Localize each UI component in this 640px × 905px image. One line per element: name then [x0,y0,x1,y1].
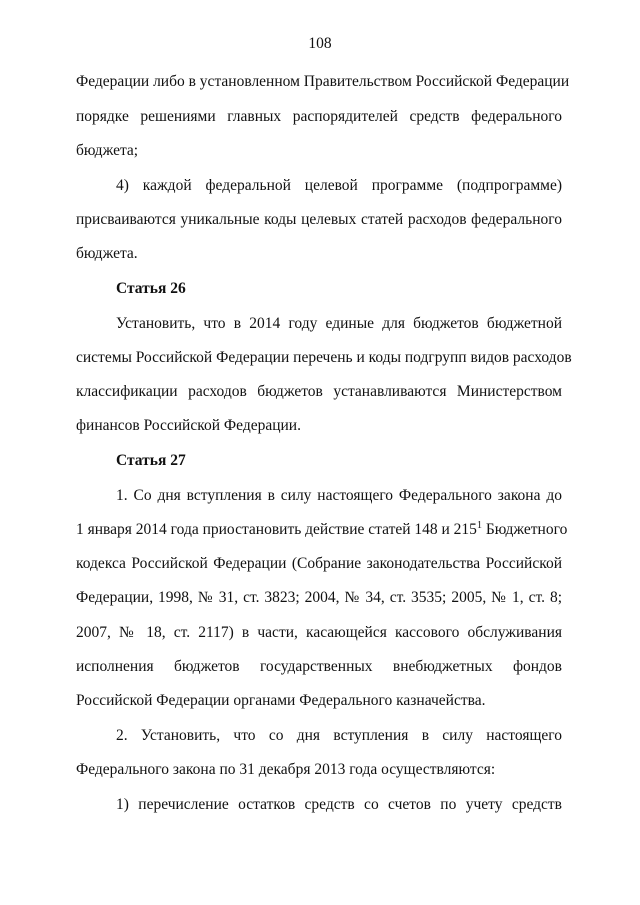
article-26-heading: Статья 26 [116,280,186,297]
text-line: финансов Российской Федерации. [76,417,301,434]
text-line: Установить, что в 2014 году единые для бюджетов бюджетной [116,315,562,332]
text-line: 4) каждой федеральной целевой программе (подпрограмме) [116,177,562,194]
text-line: кодекса Российской Федерации (Собрание законодательства Российской [76,555,562,572]
article-27-heading: Статья 27 [116,452,186,469]
page-number: 108 [308,35,332,52]
text-line: Федерации либо в установленном Правительством Российской Федерации [76,73,570,90]
text-line: 2007, № 18, ст. 2117) в части, касающейся кассового обслуживания [76,624,562,641]
text-line [76,520,568,540]
text-line: бюджета. [76,245,138,262]
text-line: бюджета; [76,142,139,159]
text-line: классификации расходов бюджетов устанавливаются Министерством [76,383,562,400]
text-line: Федерального закона по 31 декабря 2013 года осуществляются: [76,761,496,778]
text-line: присваиваются уникальные коды целевых статей расходов федерального [76,211,562,228]
text-line: 1) перечисление остатков средств со счетов по учету средств [116,796,562,813]
text-line: исполнения бюджетов государственных внебюджетных фондов [76,658,562,675]
text-line: Федерации, 1998, № 31, ст. 3823; 2004, № 34, ст. 3535; 2005, № 1, ст. 8; [76,589,562,606]
text-line: Российской Федерации органами Федерального казначейства. [76,692,486,709]
text-line: порядке решениями главных распорядителей средств федерального [76,108,562,125]
text-line: 1. Со дня вступления в силу настоящего Федерального закона до [116,487,562,504]
text-fragment: 1 января 2014 года приостановить действие статей 148 и 215 [76,521,477,538]
superscript: 1 [476,520,482,531]
text-line: 2. Установить, что со дня вступления в силу настоящего [116,727,562,744]
text-fragment: Бюджетного [481,521,568,538]
text-line: системы Российской Федерации перечень и коды подгрупп видов расходов [76,349,572,366]
